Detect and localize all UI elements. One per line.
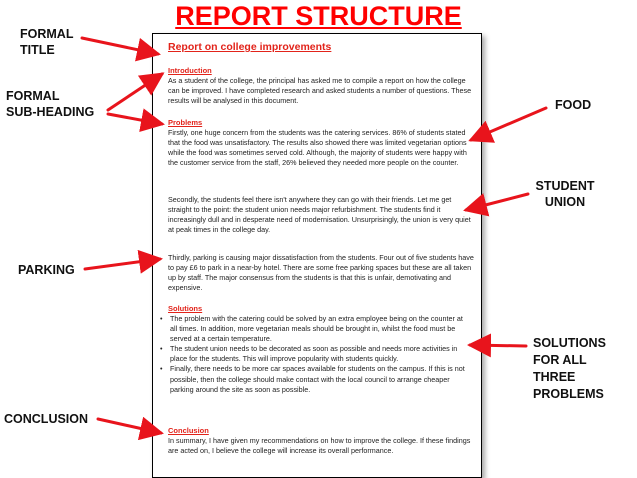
solutions-heading: Solutions: [168, 304, 203, 313]
label-food: FOOD: [555, 98, 592, 112]
label-solutions: SOLUTIONS FOR ALL THREE PROBLEMS: [533, 336, 606, 401]
problems-heading: Problems: [168, 118, 203, 127]
solution-item-text: The problem with the catering could be solved by an extra employee being on the counter at all times. In addition, more vegetarian meals should be brought in, whilst the food must be served at a certain temperature.: [170, 314, 463, 344]
arrow-formal-title: [82, 38, 158, 54]
solution-item: [160, 344, 468, 364]
solutions-list: [160, 314, 468, 395]
introduction-heading: Introduction: [168, 66, 212, 75]
arrow-parking: [85, 259, 160, 269]
problems-paragraph-parking: Thirdly, parking is causing major dissatisfaction from the students. Four out of five students have to pay £6 to park in a near-by hotel. There are some free parking spaces but these are all taken up by staff. The major consensus from the students is that this is unfair, demotivating and expensive.: [168, 253, 474, 293]
solution-item: [160, 364, 468, 394]
label-conclusion: CONCLUSION: [4, 412, 89, 426]
conclusion-heading: Conclusion: [168, 426, 209, 435]
problems-paragraph-food: Firstly, one huge concern from the students was the catering services. 86% of students stated that the food was unsatisfactory. The results also showed there was limited vegetarian options while the food was sometimes served cold. Although, the majority of students were happy with the customer service from the staff, 26% believed they needed more people on the counter.: [168, 128, 467, 168]
solution-item-text: Finally, there needs to be more car spaces available for students on the campus. If this is not possible, then the college should make contact with the local council to arrange cheaper parking around the site as soon as possible.: [170, 364, 465, 394]
label-formal-subheading-text: FORMAL SUB-HEADING: [6, 89, 95, 119]
solution-item: [160, 314, 468, 344]
report-title: Report on college improvements: [168, 41, 332, 53]
problems-paragraph-union: Secondly, the students feel there isn't anywhere they can go with their friends. Let me get straight to the point: the student union needs major refurbishment. The students find it increasingly dull and in desperate need of modernisation. Unsurprisingly, the union is very quiet at peak times in the college day.: [168, 195, 471, 235]
label-parking: PARKING: [18, 263, 75, 277]
arrow-food: [471, 108, 546, 140]
label-formal-title-text: FORMAL TITLE: [20, 27, 74, 57]
label-student-union: STUDENT UNION: [535, 179, 595, 209]
page-title: REPORT STRUCTURE: [175, 1, 462, 31]
label-formal-subheading: [6, 88, 94, 120]
bullet: •: [160, 314, 163, 323]
label-formal-title: [20, 26, 73, 58]
conclusion-text: In summary, I have given my recommendations on how to improve the college. If these findings are acted on, I believe the college will increase its overall performance.: [168, 436, 471, 456]
introduction-text: As a student of the college, the principal has asked me to compile a report on how the college can be improved. I have completed research and asked students a number of questions. These results will be analysed in this document.: [168, 76, 472, 106]
bullet: •: [160, 364, 163, 374]
bullet: •: [160, 344, 163, 354]
solution-item-text: The student union needs to be decorated as soon as possible and needs more activities in place for the students. This will improve popularity with students quickly.: [170, 344, 458, 364]
